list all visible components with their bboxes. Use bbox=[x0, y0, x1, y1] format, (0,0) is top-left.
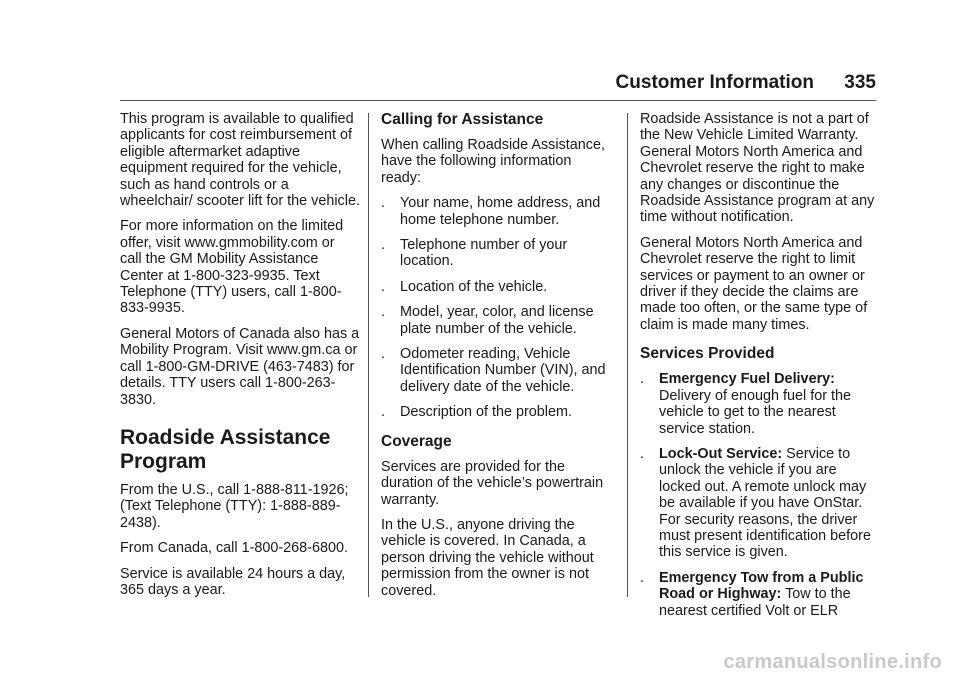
page-header bbox=[120, 70, 876, 101]
paragraph: In the U.S., anyone driving the vehicle is covered. In Canada, a person driving the vehicle without permission from the owner is not covered. bbox=[381, 516, 594, 599]
paragraph: From the U.S., call 1-888-811-1926; (Text Telephone (TTY): 1-888-889-2438). bbox=[120, 481, 349, 531]
list-item: . Model, year, color, and license plate number of the vehicle. bbox=[381, 304, 594, 337]
paragraph: From Canada, call 1-800-268-6800. bbox=[120, 540, 348, 557]
bullet-marker: . bbox=[640, 445, 644, 462]
definition: Tow to the nearest certified Volt or ELR bbox=[659, 586, 851, 619]
bullet-marker: . bbox=[381, 404, 385, 421]
definition: Delivery of enough fuel for the vehicle to get to the nearest service station. bbox=[659, 387, 851, 437]
bullet-marker: . bbox=[381, 195, 385, 212]
paragraph: Service is available 24 hours a day, 365 days a year. bbox=[120, 565, 346, 598]
subheading-services-provided: Services Provided bbox=[640, 345, 775, 363]
term: Lock-Out Service: bbox=[659, 445, 783, 462]
paragraph: Roadside Assistance is not a part of the New Vehicle Limited Warranty. General Motors North America and Chevrolet reserve the right to make any changes or discontinue the Roadside Assistance program at any time without notification. bbox=[640, 111, 875, 226]
definition: Service to unlock the vehicle if you are locked out. A remote unlock may be available if you have OnStar. For security reasons, the driver must present identification before this service is given. bbox=[659, 445, 871, 561]
term: Emergency Tow from a Public Road or Highway: bbox=[659, 569, 864, 603]
bullet-marker: . bbox=[381, 346, 385, 363]
bullet-marker: . bbox=[381, 278, 385, 295]
list-item: . Description of the problem. bbox=[381, 404, 572, 421]
subheading-calling-for-assistance: Calling for Assistance bbox=[381, 111, 544, 128]
term: Emergency Fuel Delivery: bbox=[659, 371, 835, 388]
section-heading-roadside-assistance: Roadside Assistance Program bbox=[120, 425, 331, 473]
paragraph: This program is available to qualified applicants for cost reimbursement of eligible aftermarket adaptive equipment required for the vehicle, such as hand controls or a wheelchair/ scooter lift for the vehicle. bbox=[120, 111, 360, 210]
paragraph: General Motors of Canada also has a Mobility Program. Visit www.gm.ca or call 1-800-GM-DRIVE (463-7483) for details. TTY users call 1-800-263-3830. bbox=[120, 325, 360, 408]
page-title: Customer Information bbox=[615, 72, 814, 93]
bullet-marker: . bbox=[381, 304, 385, 321]
subheading-coverage: Coverage bbox=[381, 432, 452, 450]
list-item bbox=[640, 570, 880, 619]
paragraph: For more information on the limited offer, visit www.gmmobility.com or call the GM Mobility Assistance Center at 1-800-323-9935. Text Telephone (TTY) users, call 1-800-833-9935. bbox=[120, 218, 344, 317]
list-item bbox=[640, 371, 880, 437]
list-item: . Telephone number of your location. bbox=[381, 237, 568, 270]
watermark: carmanualsonline.info bbox=[723, 651, 942, 673]
bullet-marker: . bbox=[640, 371, 644, 388]
list-item bbox=[640, 446, 880, 561]
bullet-marker: . bbox=[381, 237, 385, 254]
paragraph: General Motors North America and Chevrolet reserve the right to limit services or payment to an owner or driver if they decide the claims are made too often, or the same type of claim is made many times. bbox=[640, 234, 868, 333]
paragraph: When calling Roadside Assistance, have the following information ready: bbox=[381, 137, 605, 186]
column-divider bbox=[368, 113, 369, 597]
list-item: . Location of the vehicle. bbox=[381, 278, 548, 295]
column-left bbox=[120, 111, 360, 607]
column-divider bbox=[627, 113, 628, 597]
paragraph: Services are provided for the duration of the vehicle’s powertrain warranty. bbox=[381, 458, 604, 508]
bullet-marker: . bbox=[640, 569, 644, 586]
list-item: . Odometer reading, Vehicle Identification Number (VIN), and delivery date of the vehicle. bbox=[381, 346, 606, 395]
column-middle bbox=[381, 111, 613, 608]
column-right bbox=[640, 111, 880, 628]
page-number: 335 bbox=[844, 72, 876, 93]
list-item: . Your name, home address, and home telephone number. bbox=[381, 195, 601, 228]
